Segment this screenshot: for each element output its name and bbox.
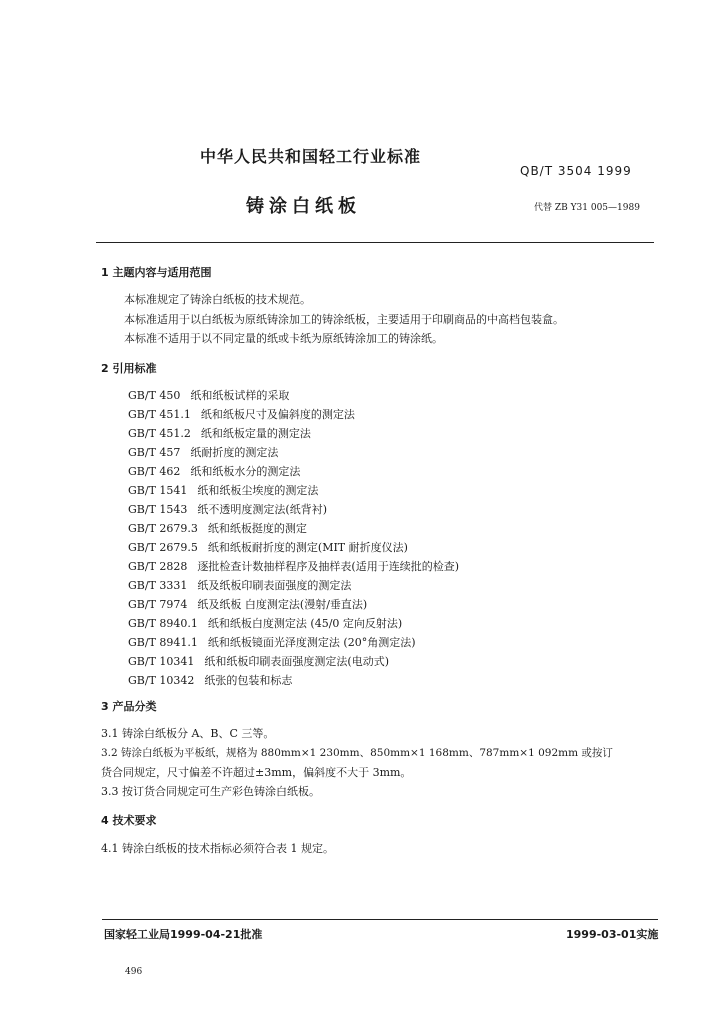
reference-code: GB/T 2679.3 [128,522,198,535]
reference-code: GB/T 7974 [128,598,188,611]
reference-code: GB/T 10341 [128,655,195,668]
reference-code: GB/T 451.1 [128,408,191,421]
reference-name: 纸耐折度的测定法 [190,446,279,459]
reference-name: 纸和纸板水分的测定法 [190,465,301,478]
clause-3-2-continued: 货合同规定，尺寸偏差不许超过±3mm，偏斜度不大于 3mm。 [101,766,412,779]
reference-item [128,558,459,574]
reference-name: 纸及纸板印刷表面强度的测定法 [197,579,352,592]
page-number: 496 [125,967,143,977]
reference-code: GB/T 8940.1 [128,617,198,630]
reference-code: GB/T 8941.1 [128,636,198,649]
reference-item [128,406,355,422]
reference-code: GB/T 462 [128,465,181,478]
reference-name: 纸和纸板挺度的测定 [207,522,307,535]
issuer-title: 中华人民共和国轻工行业标准 [200,147,422,166]
reference-code: GB/T 451.2 [128,427,191,440]
reference-item [128,482,318,498]
replaces-standard: 代替 ZB Y31 005—1989 [534,203,640,213]
reference-code: GB/T 10342 [128,674,195,687]
reference-name: 纸和纸板定量的测定法 [200,427,311,440]
reference-name: 纸和纸板印刷表面强度测定法(电动式) [204,655,389,668]
reference-name: 纸及纸板 白度测定法(漫射/垂直法) [197,598,368,611]
header-rule [96,242,654,243]
standard-number: QB/T 3504 1999 [520,164,632,178]
reference-name: 纸和纸板白度测定法 (45/0 定向反射法) [207,617,403,630]
reference-item [128,444,278,460]
document-title: 铸涂白纸板 [246,196,361,217]
clause-3-3: 3.3 按订货合同规定可生产彩色铸涂白纸板。 [101,785,320,798]
section-1-heading: 1 主题内容与适用范围 [101,266,212,279]
reference-item [128,463,300,479]
section-1-para-1: 本标准规定了铸涂白纸板的技术规范。 [124,293,311,306]
reference-item [128,615,402,631]
clause-3-2: 3.2 铸涂白纸板为平板纸，规格为 880mm×1 230mm、850mm×1 168mm、787mm×1 092mm 或按订 [101,747,613,759]
clause-3-1: 3.1 铸涂白纸板分 A、B、C 三等。 [101,727,275,740]
reference-name: 纸和纸板镜面光泽度测定法 (20°角测定法) [207,636,416,649]
section-2-heading: 2 引用标准 [101,362,157,375]
reference-name: 纸和纸板尺寸及偏斜度的测定法 [200,408,355,421]
reference-item [128,520,307,536]
reference-code: GB/T 1541 [128,484,188,497]
reference-name: 纸和纸板试样的采取 [190,389,290,402]
reference-item [128,672,292,688]
reference-name: 纸张的包装和标志 [204,674,293,687]
reference-item [128,387,289,403]
reference-code: GB/T 450 [128,389,181,402]
section-1-para-3: 本标准不适用于以不同定量的纸或卡纸为原纸铸涂加工的铸涂纸。 [124,332,443,345]
reference-code: GB/T 2828 [128,560,188,573]
footer-rule [102,919,658,920]
reference-code: GB/T 457 [128,446,181,459]
section-3-heading: 3 产品分类 [101,700,157,713]
reference-code: GB/T 3331 [128,579,188,592]
reference-item [128,501,327,517]
section-4-heading: 4 技术要求 [101,814,157,827]
reference-name: 纸不透明度测定法(纸背衬) [197,503,327,516]
reference-item [128,577,351,593]
reference-name: 逐批检查计数抽样程序及抽样表(适用于连续批的检查) [197,560,459,573]
clause-4-1: 4.1 铸涂白纸板的技术指标必须符合表 1 规定。 [101,842,334,855]
reference-name: 纸和纸板耐折度的测定(MIT 耐折度仪法) [207,541,408,554]
reference-item [128,596,367,612]
reference-code: GB/T 1543 [128,503,188,516]
effective-date: 1999-03-01实施 [566,928,659,941]
approval-text: 国家轻工业局1999-04-21批准 [104,928,263,941]
reference-item [128,539,408,555]
reference-item [128,425,311,441]
section-1-para-2: 本标准适用于以白纸板为原纸铸涂加工的铸涂纸板，主要适用于印刷商品的中高档包装盒。 [124,313,564,326]
reference-name: 纸和纸板尘埃度的测定法 [197,484,319,497]
reference-item [128,634,415,650]
reference-item [128,653,389,669]
reference-code: GB/T 2679.5 [128,541,198,554]
